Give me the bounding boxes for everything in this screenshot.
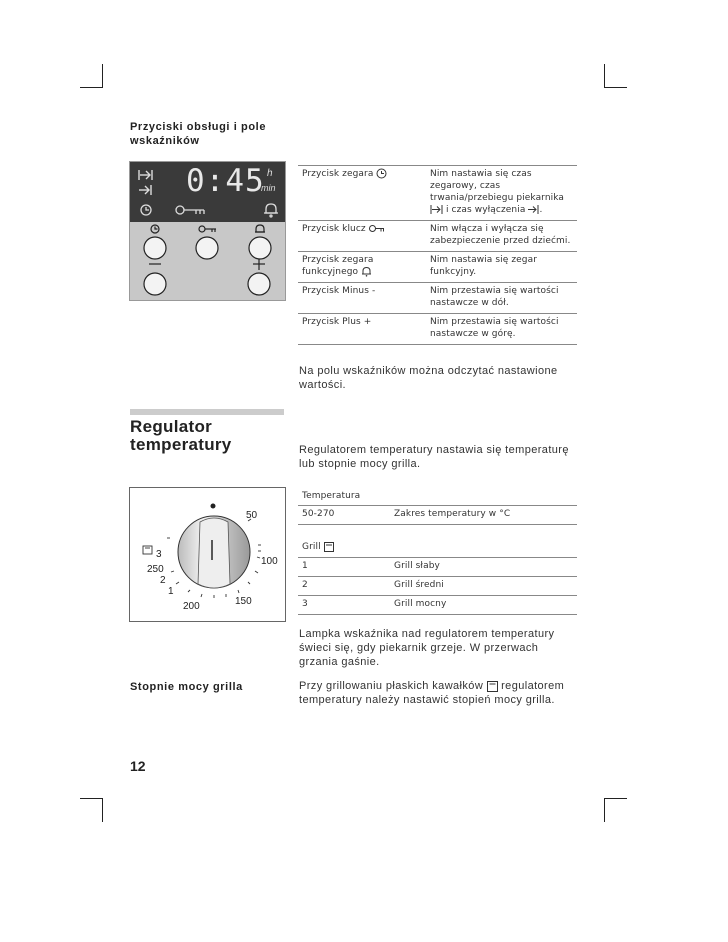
button-name: Przycisk Minus - — [302, 286, 376, 296]
clock-icon — [141, 205, 151, 215]
clock-icon — [151, 225, 159, 233]
grill-icon — [324, 542, 334, 552]
grill-icon — [487, 681, 498, 692]
page-number: 12 — [130, 758, 146, 774]
minus-button — [144, 273, 166, 295]
grill-header: Grill — [302, 542, 321, 552]
button-desc-cont: i czas wyłączenia — [445, 205, 526, 215]
button-name: Przycisk zegara funkcyjnego — [302, 255, 374, 277]
table-row — [298, 283, 577, 314]
key-icon — [369, 224, 385, 233]
table-row — [298, 314, 577, 345]
grill-instructions — [299, 679, 581, 707]
crop-mark — [80, 87, 103, 88]
table-row — [298, 506, 577, 525]
temperature-header: Temperatura — [302, 491, 361, 501]
dial-label-50: 50 — [246, 510, 258, 521]
button-name: Przycisk klucz — [302, 224, 366, 234]
display-time: 0:45 — [186, 163, 265, 199]
bell-icon — [255, 225, 265, 232]
button-desc: Nim nastawia się zegar funkcyjny. — [430, 255, 538, 277]
section-title-buttons: Przyciski obsługi i pole wskaźników — [130, 121, 267, 147]
table-row — [298, 596, 577, 615]
button-desc: Nim nastawia się czas zegarowy, czas trwania/przebiegu piekarnika — [430, 169, 564, 203]
crop-mark — [604, 64, 605, 88]
temperature-dial-illustration — [129, 487, 286, 622]
table-row — [298, 577, 577, 596]
button-desc: Nim przestawia się wartości nastawcze w dół. — [430, 286, 559, 308]
duration-icon — [430, 205, 443, 214]
plus-button — [248, 273, 270, 295]
bell-icon — [361, 266, 372, 277]
section-divider — [130, 409, 284, 415]
grill-desc: Grill średni — [394, 580, 444, 590]
section-title-grill: Stopnie mocy grilla — [130, 681, 243, 693]
table-header-row — [298, 488, 577, 506]
button-name: Przycisk Plus + — [302, 317, 372, 327]
end-time-icon — [139, 185, 151, 195]
grill-text-a: Przy grillowaniu płaskich kawałków — [299, 680, 484, 692]
dial-label-3: 3 — [156, 549, 162, 560]
bell-icon — [264, 204, 278, 217]
display-unit-min: min — [261, 183, 276, 193]
end-time-icon — [528, 205, 539, 214]
bell-button — [249, 237, 271, 259]
button-desc: Nim włącza i wyłącza się zabezpieczenie przed dziećmi. — [430, 224, 571, 246]
grill-desc: Grill mocny — [394, 599, 447, 609]
temperature-range: 50-270 — [302, 509, 335, 519]
dial-label-150: 150 — [235, 596, 252, 607]
grill-text-b: regulatorem temperatury należy nastawić stopień mocy grilla. — [299, 680, 565, 706]
crop-mark — [102, 798, 103, 822]
table-header-row — [298, 539, 577, 558]
table-row — [298, 166, 577, 221]
control-panel-illustration — [129, 161, 286, 301]
dial-label-250: 250 — [147, 564, 164, 575]
temperature-intro: Regulatorem temperatury nastawia się temperaturę lub stopnie mocy grilla. — [299, 444, 569, 470]
temperature-table — [298, 488, 577, 615]
crop-mark — [604, 798, 605, 822]
key-button — [196, 237, 218, 259]
grill-level: 3 — [302, 599, 308, 609]
table-spacer-row — [298, 525, 577, 540]
display-unit-h: h — [267, 168, 273, 179]
temperature-range-desc: Zakres temperatury w °C — [394, 509, 511, 519]
grill-desc: Grill słaby — [394, 561, 440, 571]
crop-mark — [80, 798, 103, 799]
table-row — [298, 558, 577, 577]
buttons-table — [298, 165, 577, 345]
dial-label-2: 2 — [160, 575, 166, 586]
crop-mark — [604, 798, 627, 799]
display-note: Na polu wskaźników można odczytać nastawione wartości. — [299, 365, 558, 391]
lamp-note: Lampka wskaźnika nad regulatorem temperatury świeci się, gdy piekarnik grzeje. W przerwach grzania gaśnie. — [299, 628, 555, 668]
grill-level: 1 — [302, 561, 308, 571]
table-row — [298, 252, 577, 283]
dial-label-1: 1 — [168, 586, 174, 597]
plus-icon — [253, 258, 265, 270]
clock-button — [144, 237, 166, 259]
table-row — [298, 221, 577, 252]
duration-icon — [139, 170, 152, 180]
key-icon — [199, 226, 216, 232]
grill-level: 2 — [302, 580, 308, 590]
grill-icon — [143, 546, 152, 554]
crop-mark — [604, 87, 627, 88]
dial-label-200: 200 — [183, 601, 200, 612]
dial-label-100: 100 — [261, 556, 278, 567]
button-desc: Nim przestawia się wartości nastawcze w górę. — [430, 317, 559, 339]
section-title-temperature: Regulator temperatury — [130, 417, 232, 454]
dial-grip — [198, 518, 230, 588]
clock-icon — [376, 168, 387, 179]
crop-mark — [102, 64, 103, 88]
button-desc-end: . — [539, 205, 543, 215]
button-name: Przycisk zegara — [302, 169, 374, 179]
indicator-dot — [211, 504, 216, 509]
key-icon — [176, 206, 204, 214]
